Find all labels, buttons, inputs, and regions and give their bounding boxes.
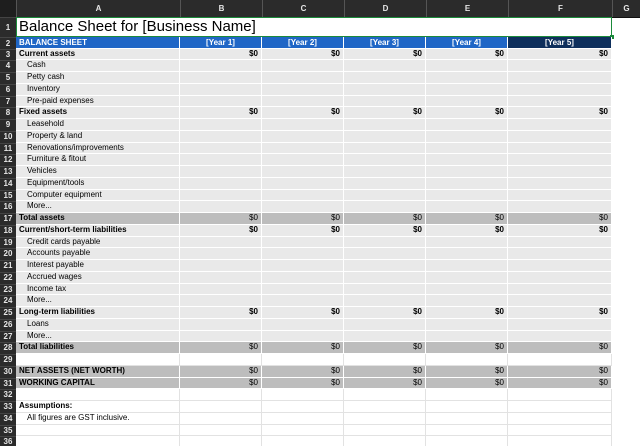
year-1-value-cell[interactable]: [180, 119, 262, 131]
year-3-value-cell[interactable]: [344, 284, 426, 296]
year-1-value-cell[interactable]: [180, 389, 262, 401]
column-header-a[interactable]: A: [16, 0, 180, 17]
year-1-value-cell[interactable]: [180, 178, 262, 190]
year-2-value-cell[interactable]: [262, 119, 344, 131]
year-4-value-cell[interactable]: [426, 260, 508, 272]
year-2-value-cell[interactable]: [262, 260, 344, 272]
row-label-cell[interactable]: WORKING CAPITAL: [16, 378, 180, 390]
row-header-10[interactable]: 10: [0, 131, 16, 143]
year-2-value-cell[interactable]: [262, 72, 344, 84]
row-header-12[interactable]: 12: [0, 154, 16, 166]
year-4-value-cell[interactable]: [426, 425, 508, 437]
table-row: [16, 60, 640, 72]
row-label-cell[interactable]: [16, 436, 180, 446]
year-1-value-cell[interactable]: $0: [180, 49, 262, 61]
table-row: [16, 436, 640, 446]
year-5-value-cell[interactable]: [508, 272, 612, 284]
row-header-7[interactable]: 7: [0, 96, 16, 108]
year-2-value-cell[interactable]: [262, 190, 344, 202]
year-5-value-cell[interactable]: [508, 248, 612, 260]
year-2-value-cell[interactable]: [262, 237, 344, 249]
row-label-cell[interactable]: Assumptions:: [16, 401, 180, 413]
year-3-value-cell[interactable]: [344, 295, 426, 307]
table-row: [16, 190, 640, 202]
year-1-value-cell[interactable]: [180, 295, 262, 307]
year-5-value-cell[interactable]: $0: [508, 49, 612, 61]
year-4-value-cell[interactable]: [426, 131, 508, 143]
year-2-value-cell[interactable]: $0: [262, 213, 344, 225]
table-row: [16, 248, 640, 260]
year-1-value-cell[interactable]: $0: [180, 342, 262, 354]
table-row: [16, 131, 640, 143]
year-5-value-cell[interactable]: [508, 166, 612, 178]
row-header-6[interactable]: 6: [0, 84, 16, 96]
year-3-value-cell[interactable]: [344, 237, 426, 249]
row-header-13[interactable]: 13: [0, 166, 16, 178]
table-row: [16, 166, 640, 178]
table-row: [16, 107, 640, 119]
year-1-value-cell[interactable]: [180, 260, 262, 272]
year-3-value-cell[interactable]: [344, 190, 426, 202]
row-label-cell[interactable]: Total assets: [16, 213, 180, 225]
year-3-value-cell[interactable]: [344, 201, 426, 213]
year-3-value-cell[interactable]: [344, 260, 426, 272]
table-row: [16, 143, 640, 155]
row-header-9[interactable]: 9: [0, 119, 16, 131]
year-4-value-cell[interactable]: [426, 84, 508, 96]
title-cell[interactable]: Balance Sheet for [Business Name]: [16, 17, 612, 37]
table-row: [16, 201, 640, 213]
table-row: [16, 401, 640, 413]
row-label-cell[interactable]: Interest payable: [16, 260, 180, 272]
year-3-value-cell[interactable]: [344, 72, 426, 84]
row-label-cell[interactable]: Accrued wages: [16, 272, 180, 284]
year-2-value-cell[interactable]: [262, 143, 344, 155]
year-4-value-cell[interactable]: [426, 201, 508, 213]
row-header-28[interactable]: 28: [0, 342, 16, 354]
column-header-g[interactable]: G: [612, 0, 640, 17]
year-2-value-cell[interactable]: [262, 436, 344, 446]
row-label-cell[interactable]: Fixed assets: [16, 107, 180, 119]
year-2-value-cell[interactable]: [262, 201, 344, 213]
year-3-value-cell[interactable]: [344, 436, 426, 446]
row-label-cell[interactable]: Property & land: [16, 131, 180, 143]
row-header-bar: [0, 17, 16, 446]
column-header-d[interactable]: D: [344, 0, 426, 17]
row-label-cell[interactable]: [16, 425, 180, 437]
year-5-value-cell[interactable]: [508, 413, 612, 425]
row-label-cell[interactable]: Income tax: [16, 284, 180, 296]
row-label-cell[interactable]: Vehicles: [16, 166, 180, 178]
year-1-value-cell[interactable]: [180, 201, 262, 213]
column-header-bar: [0, 0, 640, 18]
year-4-value-cell[interactable]: [426, 272, 508, 284]
row-header-23[interactable]: 23: [0, 284, 16, 296]
year-2-value-cell[interactable]: [262, 319, 344, 331]
table-row: [16, 154, 640, 166]
year-5-value-cell[interactable]: [508, 436, 612, 446]
table-row: [16, 72, 640, 84]
year-1-value-cell[interactable]: [180, 354, 262, 366]
table-row: [16, 413, 640, 425]
table-row: [16, 49, 640, 61]
row-header-14[interactable]: 14: [0, 178, 16, 190]
year-2-value-cell[interactable]: [262, 272, 344, 284]
year-5-value-cell[interactable]: [508, 60, 612, 72]
row-label-cell[interactable]: Long-term liabilities: [16, 307, 180, 319]
year-2-value-cell[interactable]: [262, 178, 344, 190]
row-label-cell[interactable]: Accounts payable: [16, 248, 180, 260]
year-4-value-cell[interactable]: [426, 143, 508, 155]
year-3-value-cell[interactable]: [344, 131, 426, 143]
row-header-27[interactable]: 27: [0, 331, 16, 343]
table-row: [16, 237, 640, 249]
row-header-25[interactable]: 25: [0, 307, 16, 319]
year-5-value-cell[interactable]: [508, 331, 612, 343]
year-2-value-cell[interactable]: $0: [262, 49, 344, 61]
year-2-value-cell[interactable]: [262, 248, 344, 260]
row-header-24[interactable]: 24: [0, 295, 16, 307]
table-row: [16, 284, 640, 296]
year-4-value-cell[interactable]: [426, 119, 508, 131]
year-1-value-cell[interactable]: [180, 436, 262, 446]
year-1-value-cell[interactable]: $0: [180, 225, 262, 237]
year-5-value-cell[interactable]: [508, 154, 612, 166]
row-label-cell[interactable]: Cash: [16, 60, 180, 72]
year-4-value-cell[interactable]: [426, 248, 508, 260]
row-label-cell[interactable]: Equipment/tools: [16, 178, 180, 190]
year-4-value-cell[interactable]: $0: [426, 107, 508, 119]
table-row: [16, 272, 640, 284]
header-label-cell[interactable]: BALANCE SHEET: [16, 37, 180, 49]
year-3-value-cell[interactable]: $0: [344, 213, 426, 225]
row-label-cell[interactable]: Loans: [16, 319, 180, 331]
year-5-value-cell[interactable]: $0: [508, 213, 612, 225]
year-2-value-cell[interactable]: $0: [262, 366, 344, 378]
table-row: [16, 96, 640, 108]
row-header-3[interactable]: 3: [0, 49, 16, 61]
row-header-30[interactable]: 30: [0, 366, 16, 378]
year-4-value-cell[interactable]: $0: [426, 213, 508, 225]
year-4-value-cell[interactable]: [426, 166, 508, 178]
year-3-value-cell[interactable]: [344, 96, 426, 108]
year-4-value-cell[interactable]: [426, 96, 508, 108]
row-label-cell[interactable]: More...: [16, 201, 180, 213]
row-header-18[interactable]: 18: [0, 225, 16, 237]
row-label-cell[interactable]: More...: [16, 295, 180, 307]
table-row: [16, 119, 640, 131]
table-row: [16, 354, 640, 366]
year-1-value-cell[interactable]: $0: [180, 366, 262, 378]
year-1-header[interactable]: [Year 1]: [180, 37, 262, 49]
table-row: [16, 178, 640, 190]
row-label-cell[interactable]: Pre-paid expenses: [16, 96, 180, 108]
row-label-cell[interactable]: Total liabilities: [16, 342, 180, 354]
year-3-value-cell[interactable]: [344, 154, 426, 166]
year-2-value-cell[interactable]: $0: [262, 307, 344, 319]
table-row: [16, 425, 640, 437]
year-3-value-cell[interactable]: [344, 389, 426, 401]
row-label-cell[interactable]: Current assets: [16, 49, 180, 61]
year-3-value-cell[interactable]: [344, 60, 426, 72]
row-label-cell[interactable]: Credit cards payable: [16, 237, 180, 249]
year-4-value-cell[interactable]: [426, 178, 508, 190]
year-4-value-cell[interactable]: [426, 389, 508, 401]
year-3-value-cell[interactable]: $0: [344, 49, 426, 61]
row-label-cell[interactable]: Current/short-term liabilities: [16, 225, 180, 237]
row-header-11[interactable]: 11: [0, 143, 16, 155]
row-header-17[interactable]: 17: [0, 213, 16, 225]
row-label-cell[interactable]: Inventory: [16, 84, 180, 96]
table-row: [16, 213, 640, 225]
row-header-20[interactable]: 20: [0, 248, 16, 260]
year-1-value-cell[interactable]: [180, 166, 262, 178]
year-4-value-cell[interactable]: $0: [426, 225, 508, 237]
row-header-2[interactable]: 2: [0, 37, 16, 49]
row-header-35[interactable]: 35: [0, 425, 16, 437]
row-header-31[interactable]: 31: [0, 378, 16, 390]
year-2-value-cell[interactable]: [262, 354, 344, 366]
year-4-value-cell[interactable]: [426, 413, 508, 425]
row-header-8[interactable]: 8: [0, 107, 16, 119]
year-5-value-cell[interactable]: [508, 143, 612, 155]
year-1-value-cell[interactable]: [180, 190, 262, 202]
table-row: [16, 389, 640, 401]
column-header-c[interactable]: C: [262, 0, 344, 17]
year-4-value-cell[interactable]: $0: [426, 49, 508, 61]
year-5-header[interactable]: [Year 5]: [508, 37, 612, 49]
year-5-value-cell[interactable]: [508, 72, 612, 84]
year-1-value-cell[interactable]: [180, 425, 262, 437]
year-1-value-cell[interactable]: [180, 319, 262, 331]
year-1-value-cell[interactable]: [180, 96, 262, 108]
table-row: [16, 295, 640, 307]
year-4-value-cell[interactable]: [426, 331, 508, 343]
year-5-value-cell[interactable]: $0: [508, 307, 612, 319]
year-1-value-cell[interactable]: [180, 154, 262, 166]
year-5-value-cell[interactable]: [508, 190, 612, 202]
year-5-value-cell[interactable]: $0: [508, 378, 612, 390]
year-1-value-cell[interactable]: [180, 60, 262, 72]
table-row: [16, 342, 640, 354]
year-1-value-cell[interactable]: [180, 248, 262, 260]
row-header-5[interactable]: 5: [0, 72, 16, 84]
row-header-22[interactable]: 22: [0, 272, 16, 284]
year-2-value-cell[interactable]: $0: [262, 342, 344, 354]
year-4-value-cell[interactable]: [426, 190, 508, 202]
year-2-value-cell[interactable]: [262, 154, 344, 166]
year-5-value-cell[interactable]: [508, 425, 612, 437]
table-row: [16, 307, 640, 319]
year-5-value-cell[interactable]: [508, 96, 612, 108]
year-4-value-cell[interactable]: [426, 319, 508, 331]
row-label-cell[interactable]: All figures are GST inclusive.: [16, 413, 180, 425]
year-4-value-cell[interactable]: $0: [426, 366, 508, 378]
row-header-29[interactable]: 29: [0, 354, 16, 366]
year-5-value-cell[interactable]: $0: [508, 225, 612, 237]
table-row: [16, 319, 640, 331]
year-5-value-cell[interactable]: [508, 284, 612, 296]
table-row: [16, 84, 640, 96]
year-3-value-cell[interactable]: $0: [344, 378, 426, 390]
year-5-value-cell[interactable]: [508, 319, 612, 331]
year-1-value-cell[interactable]: [180, 131, 262, 143]
row-label-cell[interactable]: Computer equipment: [16, 190, 180, 202]
year-2-value-cell[interactable]: [262, 389, 344, 401]
year-3-value-cell[interactable]: [344, 413, 426, 425]
year-3-value-cell[interactable]: $0: [344, 225, 426, 237]
year-3-value-cell[interactable]: $0: [344, 307, 426, 319]
year-4-value-cell[interactable]: [426, 284, 508, 296]
year-3-value-cell[interactable]: [344, 401, 426, 413]
year-3-value-cell[interactable]: [344, 425, 426, 437]
year-4-value-cell[interactable]: [426, 354, 508, 366]
year-4-header[interactable]: [Year 4]: [426, 37, 508, 49]
year-3-value-cell[interactable]: [344, 166, 426, 178]
row-label-cell[interactable]: Renovations/improvements: [16, 143, 180, 155]
year-5-value-cell[interactable]: [508, 84, 612, 96]
year-3-value-cell[interactable]: [344, 319, 426, 331]
year-5-value-cell[interactable]: $0: [508, 107, 612, 119]
year-3-value-cell[interactable]: [344, 143, 426, 155]
year-4-value-cell[interactable]: $0: [426, 307, 508, 319]
year-2-value-cell[interactable]: [262, 166, 344, 178]
year-4-value-cell[interactable]: $0: [426, 342, 508, 354]
row-header-26[interactable]: 26: [0, 319, 16, 331]
year-4-value-cell[interactable]: [426, 154, 508, 166]
year-1-value-cell[interactable]: [180, 331, 262, 343]
year-3-value-cell[interactable]: [344, 331, 426, 343]
year-2-value-cell[interactable]: $0: [262, 378, 344, 390]
year-1-value-cell[interactable]: [180, 284, 262, 296]
row-label-cell[interactable]: [16, 389, 180, 401]
year-1-value-cell[interactable]: $0: [180, 107, 262, 119]
year-3-value-cell[interactable]: [344, 248, 426, 260]
row-label-cell[interactable]: [16, 354, 180, 366]
row-label-cell[interactable]: Petty cash: [16, 72, 180, 84]
year-4-value-cell[interactable]: [426, 436, 508, 446]
year-5-value-cell[interactable]: $0: [508, 342, 612, 354]
column-header-b[interactable]: B: [180, 0, 262, 17]
year-4-value-cell[interactable]: [426, 295, 508, 307]
year-4-value-cell[interactable]: [426, 72, 508, 84]
year-4-value-cell[interactable]: $0: [426, 378, 508, 390]
table-row: [16, 378, 640, 390]
year-3-header[interactable]: [Year 3]: [344, 37, 426, 49]
year-1-value-cell[interactable]: [180, 401, 262, 413]
table-row: [16, 225, 640, 237]
row-label-cell[interactable]: Furniture & fitout: [16, 154, 180, 166]
year-5-value-cell[interactable]: [508, 354, 612, 366]
year-5-value-cell[interactable]: [508, 131, 612, 143]
year-2-value-cell[interactable]: [262, 295, 344, 307]
row-label-cell[interactable]: More...: [16, 331, 180, 343]
row-header-36[interactable]: 36: [0, 436, 16, 446]
table-row: [16, 331, 640, 343]
year-5-value-cell[interactable]: $0: [508, 366, 612, 378]
year-3-value-cell[interactable]: [344, 178, 426, 190]
year-5-value-cell[interactable]: [508, 201, 612, 213]
header-row: [16, 37, 640, 49]
row-header-1[interactable]: 1: [0, 17, 16, 37]
year-4-value-cell[interactable]: [426, 60, 508, 72]
row-header-16[interactable]: 16: [0, 201, 16, 213]
year-5-value-cell[interactable]: [508, 260, 612, 272]
year-1-value-cell[interactable]: [180, 84, 262, 96]
year-1-value-cell[interactable]: $0: [180, 213, 262, 225]
year-2-value-cell[interactable]: [262, 401, 344, 413]
year-5-value-cell[interactable]: [508, 237, 612, 249]
year-1-value-cell[interactable]: $0: [180, 378, 262, 390]
year-2-value-cell[interactable]: $0: [262, 225, 344, 237]
year-2-value-cell[interactable]: $0: [262, 107, 344, 119]
row-header-32[interactable]: 32: [0, 389, 16, 401]
year-2-value-cell[interactable]: [262, 84, 344, 96]
row-label-cell[interactable]: Leasehold: [16, 119, 180, 131]
year-2-value-cell[interactable]: [262, 425, 344, 437]
year-2-value-cell[interactable]: [262, 413, 344, 425]
year-4-value-cell[interactable]: [426, 237, 508, 249]
year-5-value-cell[interactable]: [508, 178, 612, 190]
row-header-21[interactable]: 21: [0, 260, 16, 272]
table-row: [16, 366, 640, 378]
year-1-value-cell[interactable]: [180, 272, 262, 284]
year-3-value-cell[interactable]: $0: [344, 107, 426, 119]
year-1-value-cell[interactable]: [180, 413, 262, 425]
table-row: [16, 260, 640, 272]
year-4-value-cell[interactable]: [426, 401, 508, 413]
year-3-value-cell[interactable]: [344, 272, 426, 284]
year-1-value-cell[interactable]: [180, 72, 262, 84]
year-5-value-cell[interactable]: [508, 401, 612, 413]
row-header-33[interactable]: 33: [0, 401, 16, 413]
year-2-header[interactable]: [Year 2]: [262, 37, 344, 49]
year-5-value-cell[interactable]: [508, 295, 612, 307]
year-3-value-cell[interactable]: [344, 354, 426, 366]
year-5-value-cell[interactable]: [508, 119, 612, 131]
year-1-value-cell[interactable]: [180, 237, 262, 249]
year-1-value-cell[interactable]: [180, 143, 262, 155]
row-header-4[interactable]: 4: [0, 60, 16, 72]
year-3-value-cell[interactable]: [344, 119, 426, 131]
year-3-value-cell[interactable]: $0: [344, 342, 426, 354]
row-label-cell[interactable]: NET ASSETS (NET WORTH): [16, 366, 180, 378]
year-2-value-cell[interactable]: [262, 331, 344, 343]
year-5-value-cell[interactable]: [508, 389, 612, 401]
row-header-19[interactable]: 19: [0, 237, 16, 249]
year-2-value-cell[interactable]: [262, 284, 344, 296]
row-header-34[interactable]: 34: [0, 413, 16, 425]
column-header-e[interactable]: E: [426, 0, 508, 17]
year-3-value-cell[interactable]: $0: [344, 366, 426, 378]
year-2-value-cell[interactable]: [262, 131, 344, 143]
year-1-value-cell[interactable]: $0: [180, 307, 262, 319]
select-all-corner[interactable]: [0, 0, 16, 17]
year-2-value-cell[interactable]: [262, 96, 344, 108]
year-2-value-cell[interactable]: [262, 60, 344, 72]
year-3-value-cell[interactable]: [344, 84, 426, 96]
column-header-f[interactable]: F: [508, 0, 612, 17]
row-header-15[interactable]: 15: [0, 190, 16, 202]
